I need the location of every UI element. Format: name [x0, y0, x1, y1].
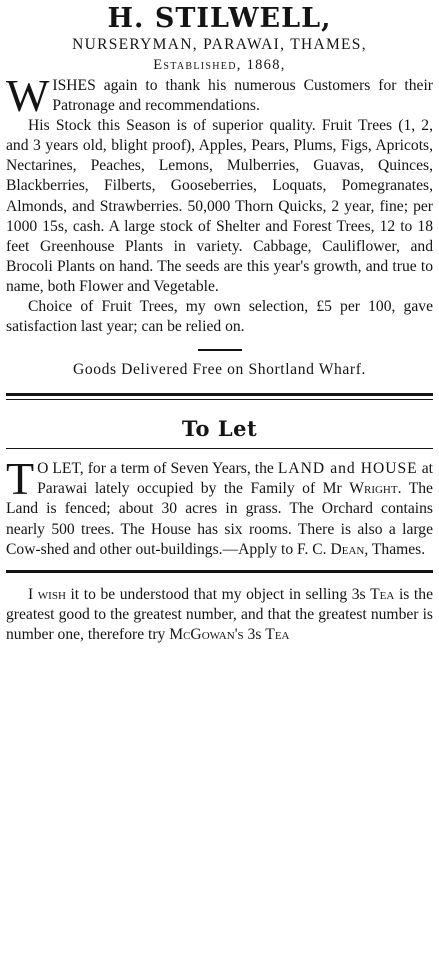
mcgowan-advertisement [6, 585, 433, 645]
ad-subtitle: NURSERYMAN, PARAWAI, THAMES, [72, 36, 367, 53]
mcgowan-text-a: I [28, 585, 38, 603]
separator-dash [198, 349, 242, 351]
drop-cap-letter: T [6, 453, 35, 505]
mcgowan-text-d: 3s [243, 625, 266, 643]
ad-paragraph-stock: His Stock this Season is of superior quality. Fruit Trees (1, 2, and 3 years old, blight proof), Apples, Pears, Plums, Figs, Apricots, Nectarines, Peaches, Lemons, Mulberries, Guavas, Quinces, Blackberries, Filberts, Gooseberries, Loquats, Pomegranates, Almonds, and Strawberries. 50,000 Thorn Quicks, 2 year, fine; per 1000 15s, cash. A large stock of Shelter and Forest Trees, 12 to 18 feet Greenhouse Plants in variety. Cabbage, Cauliflower, and Brocoli Plants on hand. The seeds are this year's growth, and true to name, both Flower and Vegetable. [6, 117, 433, 295]
ad-paragraph-choice: Choice of Fruit Trees, my own selection, £5 per 100, gave satisfaction last year; can be relied on. [6, 298, 433, 336]
mcgowan-tea-2: Tea [265, 625, 290, 643]
to-let-advertisement [6, 453, 433, 559]
drop-cap-letter: W [6, 70, 50, 121]
ad-body [6, 70, 433, 337]
mcgowan-text-b: it to be understood that my object in selling 3s [65, 585, 371, 603]
to-let-text-b: at Parawai lately occupied by the Family of Mr [37, 460, 433, 498]
ad-paragraph-intro [6, 70, 433, 121]
to-let-heading: To Let [181, 416, 258, 442]
to-let-text-c: The Land is fenced; about 30 acres in grass. The Orchard contains nearly 500 trees. The House has six rooms. There is also a large Cow-shed and other out-buildings.—Apply to F. C. [6, 480, 433, 558]
column-rule-double [6, 393, 433, 400]
mcgowan-tea-1: Tea [370, 585, 395, 603]
to-let-land-house: LAND and HOUSE [277, 460, 418, 478]
mcgowan-name: McGowan's [169, 625, 244, 643]
to-let-name-dean: Dean, [330, 540, 369, 558]
ad-established: Established, 1868, [153, 57, 286, 73]
to-let-text-a: O LET, for a term of Seven Years, the [37, 460, 278, 478]
mcgowan-text-c: is the greatest good to the greatest number, and that the greatest number is number one, therefore try [6, 585, 433, 643]
to-let-name-wright: Wright. [349, 480, 402, 498]
to-let-paragraph [6, 453, 433, 559]
intro-text: ISHES again to thank his numerous Customers for their Patronage and recommendations. [52, 77, 433, 115]
mcgowan-wish: wish [37, 585, 66, 603]
ad-delivery-note: Goods Delivered Free on Shortland Wharf. [72, 361, 367, 379]
to-let-text-d: Thames. [368, 540, 426, 558]
stilwell-advertisement [6, 0, 433, 379]
ad-title: H. STILWELL, [107, 3, 332, 34]
mcgowan-paragraph [6, 585, 433, 645]
